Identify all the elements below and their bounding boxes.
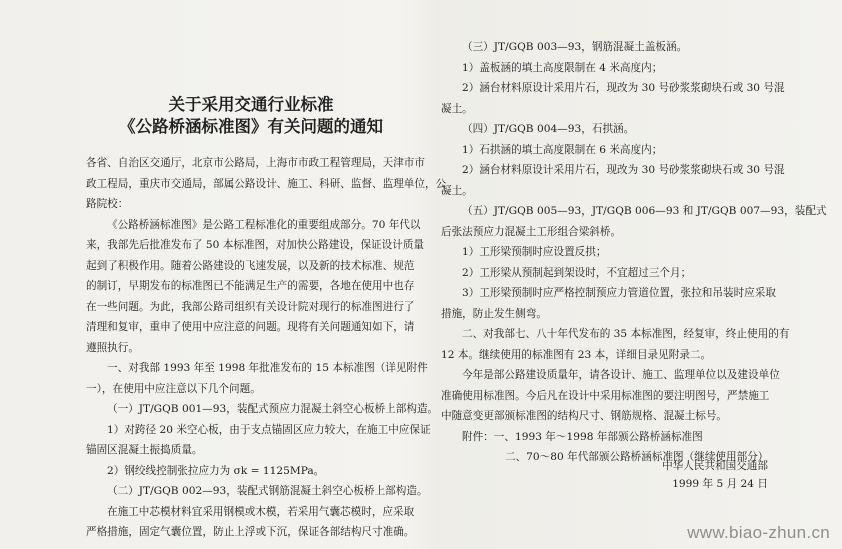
paragraph-line: 今年是部公路建设质量年，请各设计、施工、监理单位以及建设单位 [462,369,780,381]
attachment-line: 附件：一、1993 年～1998 年部颁公路桥涵标准图 [462,430,703,443]
left-column [86,153,447,543]
title-line-1: 关于采用交通行业标准 [168,95,334,114]
paragraph-line: 凝土。 [441,102,473,115]
right-column [441,37,827,468]
paragraph-line: 3）工形梁预制时应严格控制预应力管道位置，张拉和吊装时应采取 [462,287,776,299]
title-line-2: 《公路桥涵标准图》有关问题的通知 [119,117,383,136]
paragraph-line: 来，我部先后批准发布了 50 本标准图，对加快公路建设，保证设计质量 [86,239,425,251]
paragraph-line: （五）JT/GQB 005—93，JT/GQB 006—93 和 JT/GQB 007—93，装配式 [462,205,827,217]
paragraph-line: 在一些问题。为此，我部公路司组织有关设计院对现行的标准图进行了 [86,300,415,313]
paragraph-line: 2）钢绞线控制张拉应力为 σk = 1125MPa。 [107,464,325,477]
signature-date: 1999 年 5 月 24 日 [672,478,768,490]
paragraph-line: 一、对我部 1993 年至 1998 年批准发布的 15 本标准图（详见附件 [107,362,428,374]
paragraph-line: 二、对我部七、八十年代发布的 35 本标准图，经复审，终止使用的有 [462,328,790,340]
paragraph-line: 1）工形梁预制时应设置反拱； [462,246,607,258]
paragraph-line: 凝土。 [441,184,473,197]
paragraph-line: 锚固区混凝土振捣质量。 [86,444,203,456]
paragraph-line: 中随意变更部颁标准图的结构尺寸、钢筋规格、混凝土标号。 [441,410,728,422]
paragraph-line: （四）JT/GQB 004—93，石拱涵。 [462,123,635,135]
paragraph-line: 1）对跨径 20 米空心板，由于支点锚固区应力较大，在施工中应保证 [107,423,431,436]
paragraph-line: 清理和复审，重申了使用中应注意的问题。现将有关问题通知如下，请 [86,321,415,333]
paragraph-line: 严格措施，固定气囊位置，防止上浮或下沉，保证各部结构尺寸准确。 [86,526,415,538]
paragraph-line: 2）工形梁从预制起到架设时，不宜超过三个月； [462,266,692,279]
signature-org: 中华人民共和国交通部 [662,460,768,472]
paragraph-line: 起到了积极作用。随着公路建设的飞速发展，以及新的技术标准、规范 [86,259,415,272]
attachment-line: 二、70～80 年代部颁公路桥涵标准图（继续使用部分） [505,451,769,463]
paragraph-line: （二）JT/GQB 002—93，装配式钢筋混凝土斜空心板桥上部构造。 [107,485,428,497]
paragraph-line: 遵照执行。 [86,341,139,354]
paragraph-line: （一）JT/GQB 001—93，装配式预应力混凝土斜空心板桥上部构造。 [107,403,439,415]
paragraph-line: 2）涵台材料原设计采用片石，现改为 30 号砂浆浆砌块石或 30 号混 [462,82,785,94]
paragraph-line: 在施工中芯模材料宜采用钢模或木模，若采用气囊芯模时，应采取 [107,505,415,518]
paragraph-line: 政工程局，重庆市交通局，部属公路设计、施工、科研、监督、监理单位，公 [86,177,447,190]
paragraph-line: 各省、自治区交通厅，北京市公路局，上海市市政工程管理局，天津市市 [86,157,425,169]
paragraph-line: （三）JT/GQB 003—93，钢筋混凝土盖板涵。 [462,41,688,53]
paragraph-line: 12 本。继续使用的标准图有 23 本，详细目录见附录二。 [441,348,712,361]
paragraph-line: 路院校： [86,198,129,210]
paragraph-line: 《公路桥涵标准图》是公路工程标准化的重要组成部分。70 年代以 [107,218,421,231]
paragraph-line: 措施，防止发生侧弯。 [441,307,547,320]
paragraph-line: 准确使用标准图。今后凡在设计中采用标准图的要注明图号，严禁施工 [441,389,770,402]
paragraph-line: 的制订，早期发布的标准图已不能满足生产的需要，各地在使用中也存 [86,280,415,292]
paragraph-line: 1）石拱涵的填土高度限制在 6 米高度内； [462,143,663,156]
paragraph-line: 一），在使用中应注意以下几个问题。 [86,382,261,395]
watermark: www.biao-zhun.cn [687,523,830,542]
paragraph-line: 后张法预应力混凝土工形组合梁斜桥。 [441,225,622,238]
paragraph-line: 1）盖板涵的填土高度限制在 4 米高度内； [462,61,663,74]
paragraph-line: 2）涵台材料原设计采用片石，现改为 30 号砂浆浆砌块石或 30 号混 [462,164,785,176]
